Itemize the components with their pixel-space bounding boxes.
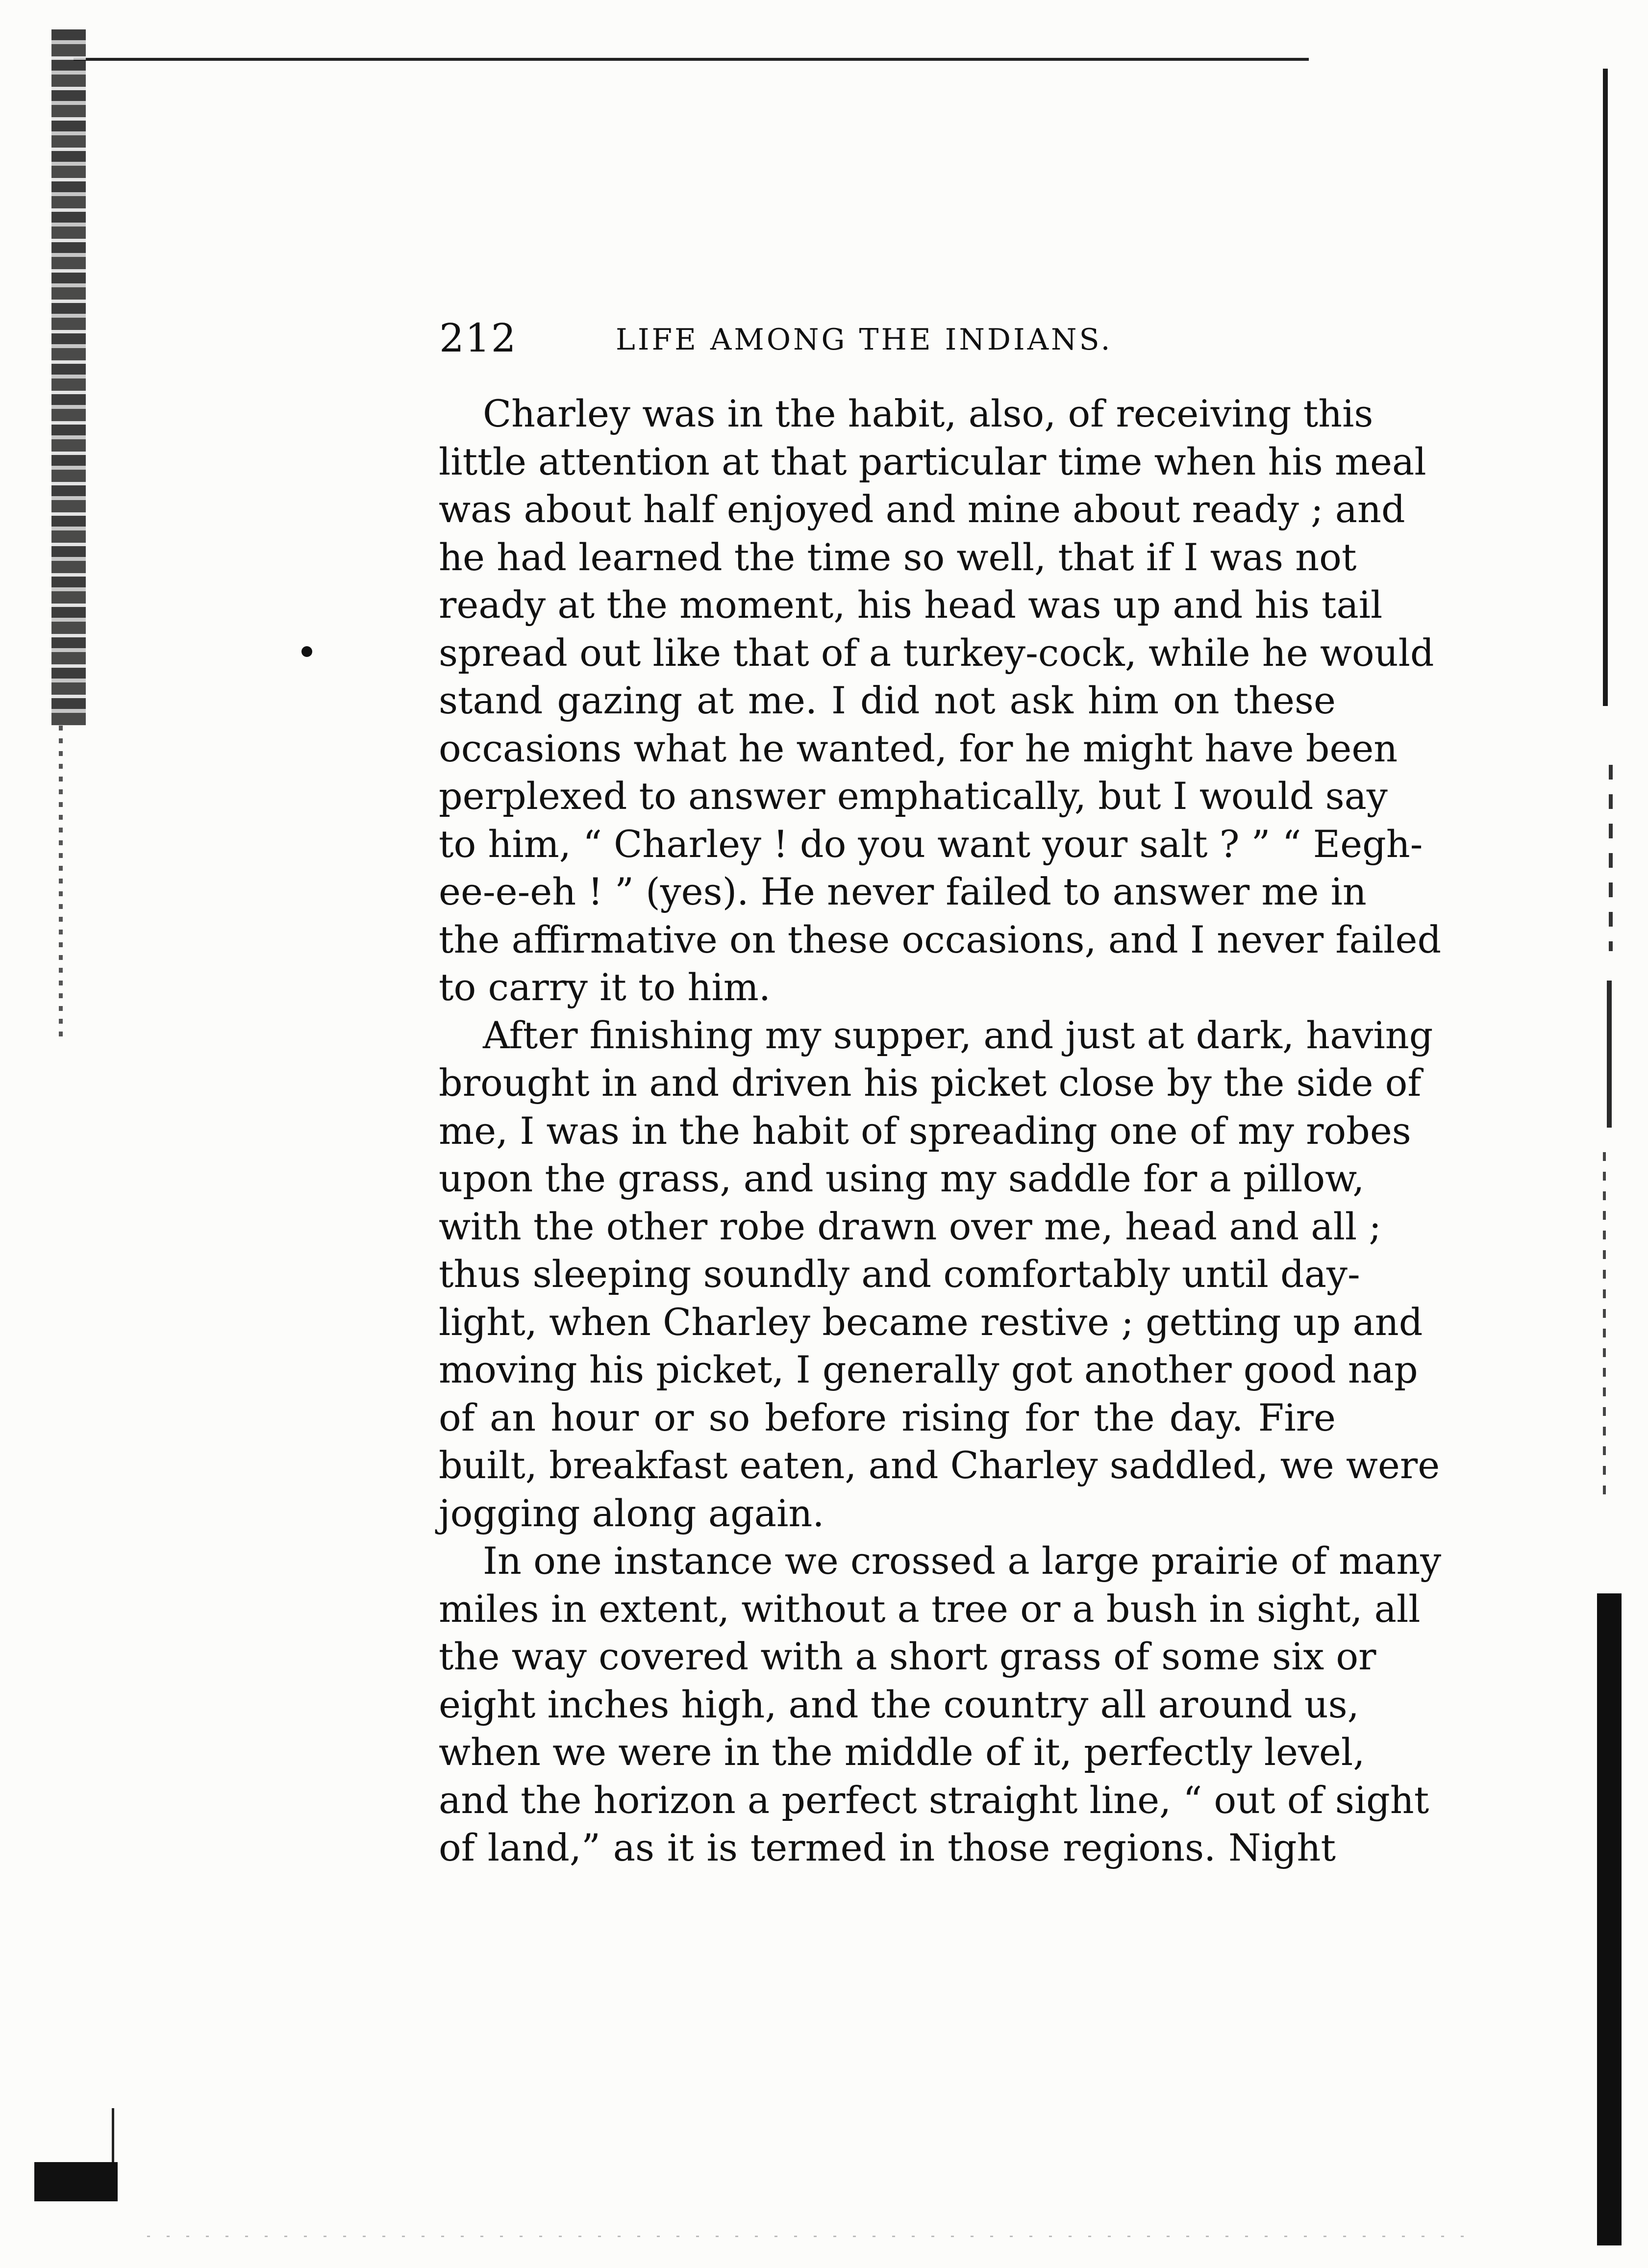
text-line: eight inches high, and the country all around us, <box>439 1682 1359 1726</box>
paragraph-2 <box>439 1011 1440 1537</box>
running-title: LIFE AMONG THE INDIANS. <box>616 323 1113 357</box>
text-line: stand gazing at me. I did not ask him on these <box>439 679 1336 722</box>
text-line: ready at the moment, his head was up and his tail <box>439 583 1383 627</box>
text-line: upon the grass, and using my saddle for a pillow, <box>439 1157 1365 1200</box>
page-edge-artifact <box>1603 1152 1606 1495</box>
text-line: when we were in the middle of it, perfectly level, <box>439 1730 1365 1774</box>
text-line: moving his picket, I generally got another good nap <box>439 1348 1418 1391</box>
text-line: to him, “ Charley ! do you want your salt ? ” “ Eegh- <box>439 822 1423 866</box>
page-edge-artifact <box>1607 981 1612 1128</box>
paragraph-1 <box>439 390 1442 1011</box>
text-line: occasions what he wanted, for he might have been <box>439 726 1398 770</box>
text-line: thus sleeping soundly and comfortably until day- <box>439 1252 1360 1296</box>
binding-edge-artifact <box>51 29 86 726</box>
text-line: of an hour or so before rising for the day. Fire <box>439 1395 1336 1439</box>
page-edge-artifact <box>1609 765 1613 951</box>
binding-edge-artifact-lower <box>59 726 63 1039</box>
top-rule <box>74 58 1309 61</box>
running-header <box>439 314 1322 363</box>
text-line: jogging along again. <box>439 1491 824 1535</box>
page-edge-artifact <box>1603 69 1608 706</box>
paragraph-3 <box>439 1537 1442 1872</box>
text-line: spread out like that of a turkey-cock, while he would <box>439 630 1434 675</box>
text-line: of land,” as it is termed in those regions. Night <box>439 1826 1336 1869</box>
text-line: with the other robe drawn over me, head and all ; <box>439 1204 1381 1248</box>
text-line: the way covered with a short grass of some six or <box>439 1635 1376 1678</box>
text-line: miles in extent, without a tree or a bush in sight, all <box>439 1587 1421 1631</box>
scan-mark-block <box>34 2162 118 2201</box>
text-line: brought in and driven his picket close by the side of <box>439 1061 1422 1105</box>
ink-spot <box>301 646 312 657</box>
text-line: to carry it to him. <box>439 965 771 1009</box>
text-line: built, breakfast eaten, and Charley saddled, we were <box>439 1443 1440 1487</box>
text-line: was about half enjoyed and mine about ready ; and <box>439 487 1405 531</box>
body-text <box>439 390 1442 1872</box>
text-line: Charley was in the habit, also, of receiving this <box>483 392 1373 435</box>
text-line: In one instance we crossed a large prairie of many <box>483 1539 1442 1583</box>
scan-noise <box>147 2236 1471 2237</box>
text-line: light, when Charley became restive ; getting up and <box>439 1300 1423 1344</box>
scan-mark <box>112 2108 114 2167</box>
text-line: little attention at that particular time when his meal <box>439 439 1426 483</box>
page-number: 212 <box>439 315 517 361</box>
text-line: and the horizon a perfect straight line, “ out of sight <box>439 1778 1429 1822</box>
text-line: ee-e-eh ! ” (yes). He never failed to answer me in <box>439 870 1367 913</box>
text-line: he had learned the time so well, that if I was not <box>439 535 1357 579</box>
text-line: me, I was in the habit of spreading one of my robes <box>439 1109 1411 1153</box>
page-edge-artifact <box>1597 1593 1622 2245</box>
text-line: the affirmative on these occasions, and I never failed <box>439 917 1442 961</box>
text-line: After finishing my supper, and just at dark, having <box>483 1013 1433 1057</box>
text-line: perplexed to answer emphatically, but I would say <box>439 774 1388 818</box>
